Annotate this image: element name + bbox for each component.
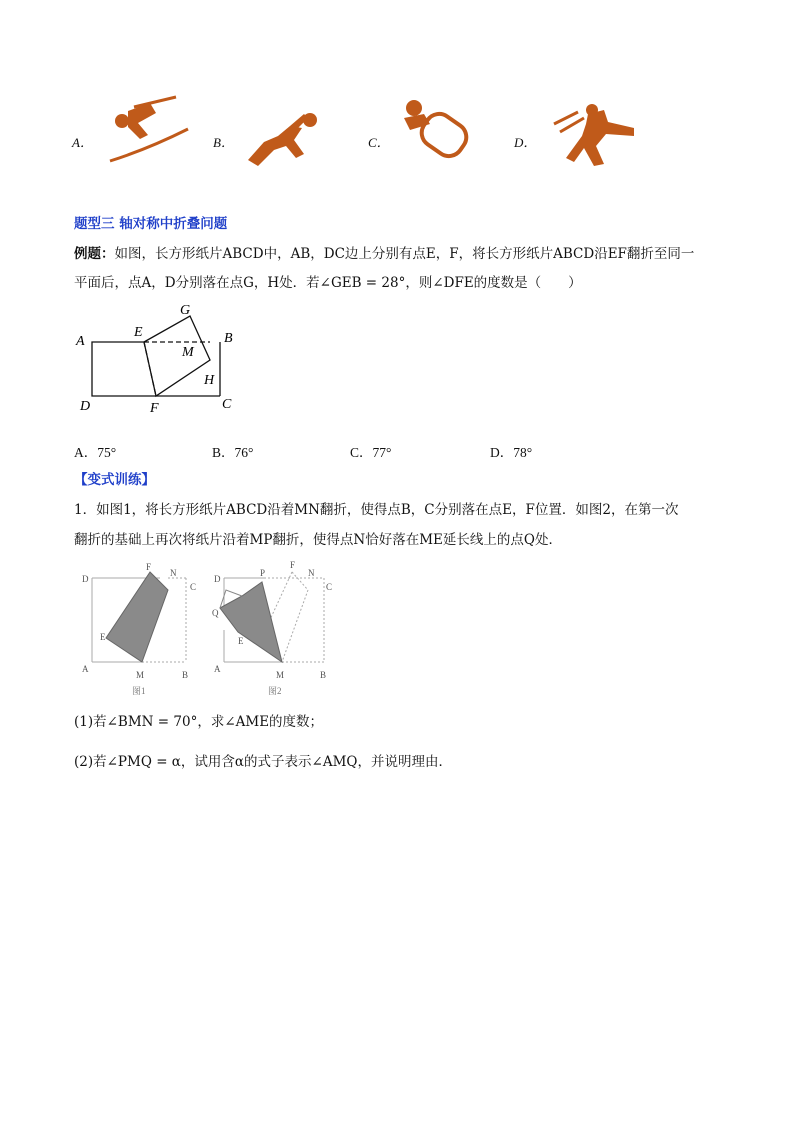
fig2-label-n: N [308, 568, 315, 578]
fig2-label-m: M [276, 670, 285, 680]
fig-label-b: B [224, 331, 233, 346]
fig2-label-p: P [260, 568, 266, 578]
question-1: (1)若∠BMN = 70°，求∠AME的度数； [74, 714, 324, 730]
fig1-caption: 图1 [132, 686, 146, 696]
fig1-label-f: F [146, 562, 152, 572]
example-line-2: 平面后，点A，D分别落在点G，H处．若∠GEB = 28°，则∠DFE的度数是（ ） [74, 275, 582, 291]
fold-figure-2 [210, 560, 340, 702]
option-a-label: A． [72, 135, 93, 150]
choice-d: D．78° [490, 445, 533, 460]
option-b-label: B． [213, 135, 234, 150]
fig2-caption: 图2 [268, 686, 282, 696]
skiing-icon [108, 95, 190, 167]
variant-line-2: 翻折的基础上再次将纸片沿着MP翻折，使得点N恰好落在ME延长线上的点Q处． [74, 532, 562, 548]
fig2-label-b: B [320, 670, 327, 680]
option-d-label: D． [514, 135, 537, 150]
choice-b: B．76° [212, 445, 254, 460]
fold-rectangle-figure [72, 298, 242, 416]
fig1-label-a: A [82, 664, 89, 674]
fig-label-c: C [222, 397, 232, 412]
variant-line-1: 1．如图1，将长方形纸片ABCD沿着MN翻折，使得点B，C分别落在点E，F位置．如图2，在第一次 [74, 502, 679, 518]
fig2-label-q: Q [212, 608, 219, 618]
fig1-label-m: M [136, 670, 145, 680]
fold-figure-1 [78, 560, 208, 702]
section-title: 题型三 轴对称中折叠问题 [74, 216, 228, 232]
fig-label-m: M [182, 345, 194, 360]
option-c-label: C． [368, 135, 390, 150]
bobsled-icon [396, 96, 472, 166]
choice-a: A．75° [74, 445, 117, 460]
fig2-label-d: D [214, 574, 221, 584]
running-athlete-icon [244, 108, 324, 170]
example-label: 例题： [74, 246, 115, 262]
fig-label-e: E [134, 325, 143, 340]
fig1-label-b: B [182, 670, 189, 680]
example-line-1 [74, 244, 694, 264]
fig2-label-c: C [326, 582, 333, 592]
speed-skating-icon [548, 102, 636, 168]
fig-label-h: H [204, 373, 215, 388]
question-2: (2)若∠PMQ = α，试用含α的式子表示∠AMQ，并说明理由． [74, 754, 452, 770]
fig2-label-a: A [214, 664, 221, 674]
fig-label-f: F [150, 401, 159, 416]
fig2-label-f: F [290, 560, 296, 570]
fig-label-a: A [76, 334, 85, 349]
fig1-label-c: C [190, 582, 197, 592]
example-text-1: 如图，长方形纸片ABCD中，AB，DC边上分别有点E，F，将长方形纸片ABCD沿EF翻折至同一 [114, 246, 695, 262]
fig-label-g: G [180, 303, 191, 318]
choice-c: C．77° [350, 445, 392, 460]
fig1-label-n: N [170, 568, 177, 578]
fig1-label-e: E [100, 632, 106, 642]
fig1-label-d: D [82, 574, 89, 584]
variant-title: 【变式训练】 [74, 472, 155, 488]
fig2-label-e: E [238, 636, 244, 646]
fig-label-d: D [80, 399, 91, 414]
